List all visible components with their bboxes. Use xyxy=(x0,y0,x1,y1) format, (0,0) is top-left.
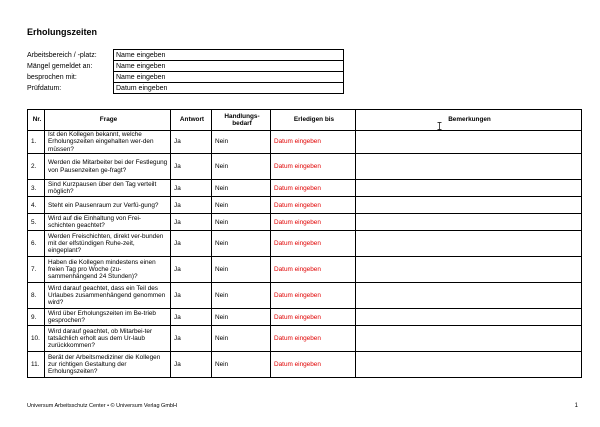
meta-label: Arbeitsbereich / -platz: xyxy=(27,51,97,59)
row-handlungsbedarf[interactable]: Nein xyxy=(212,197,271,214)
table-row xyxy=(28,131,582,154)
row-nr: 1. xyxy=(28,131,45,154)
row-frage: Haben die Kollegen mindestens einen freien Tag pro Woche (zu-sammenhängend 24 Stunden)? xyxy=(45,257,171,283)
row-erledigen[interactable]: Datum eingeben xyxy=(271,180,356,197)
table-row xyxy=(28,231,582,257)
header-erledigen: Erledigen bis xyxy=(271,110,356,131)
row-nr: 9. xyxy=(28,309,45,326)
row-antwort[interactable]: Ja xyxy=(171,326,212,352)
header-antwort: Antwort xyxy=(171,110,212,131)
table-row xyxy=(28,283,582,309)
row-bemerkungen[interactable] xyxy=(356,154,582,180)
row-erledigen[interactable]: Datum eingeben xyxy=(271,154,356,180)
row-antwort[interactable]: Ja xyxy=(171,197,212,214)
row-handlungsbedarf[interactable]: Nein xyxy=(212,231,271,257)
table-row xyxy=(28,309,582,326)
page-number: 1 xyxy=(574,403,578,409)
header-nr: Nr. xyxy=(28,110,45,131)
table-row xyxy=(28,257,582,283)
row-erledigen[interactable]: Datum eingeben xyxy=(271,257,356,283)
row-frage: Werden Freischichten, direkt ver-bunden mit der elfstündigen Ruhe-zeit, eingeplant? xyxy=(45,231,171,257)
row-antwort[interactable]: Ja xyxy=(171,131,212,154)
row-frage: Wird über Erholungszeiten im Be-trieb gesprochen? xyxy=(45,309,171,326)
table-row xyxy=(28,180,582,197)
row-nr: 7. xyxy=(28,257,45,283)
row-handlungsbedarf[interactable]: Nein xyxy=(212,131,271,154)
row-nr: 10. xyxy=(28,326,45,352)
row-handlungsbedarf[interactable]: Nein xyxy=(212,180,271,197)
row-handlungsbedarf[interactable]: Nein xyxy=(212,257,271,283)
row-erledigen[interactable]: Datum eingeben xyxy=(271,131,356,154)
row-frage: Werden die Mitarbeiter bei der Festlegung von Pausenzeiten ge-fragt? xyxy=(45,154,171,180)
row-bemerkungen[interactable] xyxy=(356,197,582,214)
row-antwort[interactable]: Ja xyxy=(171,283,212,309)
row-bemerkungen[interactable] xyxy=(356,214,582,231)
row-erledigen[interactable]: Datum eingeben xyxy=(271,197,356,214)
table-row xyxy=(28,197,582,214)
page-title: Erholungszeiten xyxy=(27,27,98,37)
row-bemerkungen[interactable] xyxy=(356,180,582,197)
table-header-row xyxy=(28,110,582,131)
row-nr: 5. xyxy=(28,214,45,231)
table-row xyxy=(28,352,582,378)
row-nr: 11. xyxy=(28,352,45,378)
inspection-date-field[interactable]: Datum eingeben xyxy=(114,83,344,94)
meta-row xyxy=(27,50,344,61)
row-handlungsbedarf[interactable]: Nein xyxy=(212,214,271,231)
row-frage: Berät der Arbeitsmediziner die Kollegen zur richtigen Gestaltung der Erholungszeiten? xyxy=(45,352,171,378)
row-bemerkungen[interactable] xyxy=(356,326,582,352)
table-row xyxy=(28,326,582,352)
discussed-with-field[interactable]: Name eingeben xyxy=(114,72,344,83)
row-frage: Wird darauf geachtet, dass ein Teil des Urlaubes zusammenhängend genommen wird? xyxy=(45,283,171,309)
row-frage: Ist den Kollegen bekannt, welche Erholungszeiten eingehalten wer-den müssen? xyxy=(45,131,171,154)
row-handlungsbedarf[interactable]: Nein xyxy=(212,154,271,180)
header-handlungsbedarf-line2: bedarf xyxy=(232,120,252,127)
row-frage: Steht ein Pausenraum zur Verfü-gung? xyxy=(45,197,171,214)
row-erledigen[interactable]: Datum eingeben xyxy=(271,352,356,378)
row-antwort[interactable]: Ja xyxy=(171,154,212,180)
row-frage: Wird darauf geachtet, ob Mitarbei-ter tatsächlich erholt aus dem Ur-laub zurückkommen? xyxy=(45,326,171,352)
row-antwort[interactable]: Ja xyxy=(171,352,212,378)
row-erledigen[interactable]: Datum eingeben xyxy=(271,231,356,257)
row-handlungsbedarf[interactable]: Nein xyxy=(212,309,271,326)
meta-fields xyxy=(27,49,344,94)
row-handlungsbedarf[interactable]: Nein xyxy=(212,352,271,378)
table-row xyxy=(28,154,582,180)
row-bemerkungen[interactable] xyxy=(356,283,582,309)
row-bemerkungen[interactable] xyxy=(356,257,582,283)
row-bemerkungen[interactable] xyxy=(356,309,582,326)
workplace-field[interactable]: Name eingeben xyxy=(114,50,344,61)
meta-row xyxy=(27,61,344,72)
header-handlungsbedarf xyxy=(212,110,271,131)
row-nr: 8. xyxy=(28,283,45,309)
row-erledigen[interactable]: Datum eingeben xyxy=(271,214,356,231)
row-antwort[interactable]: Ja xyxy=(171,180,212,197)
meta-label: besprochen mit: xyxy=(27,73,77,81)
row-antwort[interactable]: Ja xyxy=(171,257,212,283)
meta-row xyxy=(27,72,344,83)
row-bemerkungen[interactable] xyxy=(356,131,582,154)
meta-row xyxy=(27,83,344,94)
text-cursor-icon xyxy=(437,122,442,130)
header-frage: Frage xyxy=(45,110,171,131)
row-frage: Sind Kurzpausen über den Tag verteilt möglich? xyxy=(45,180,171,197)
row-handlungsbedarf[interactable]: Nein xyxy=(212,283,271,309)
header-bemerkungen: Bemerkungen xyxy=(356,110,582,131)
checklist-table xyxy=(27,109,582,378)
row-nr: 6. xyxy=(28,231,45,257)
table-row xyxy=(28,214,582,231)
row-antwort[interactable]: Ja xyxy=(171,231,212,257)
reported-to-field[interactable]: Name eingeben xyxy=(114,61,344,72)
meta-label: Prüfdatum: xyxy=(27,84,62,92)
row-antwort[interactable]: Ja xyxy=(171,214,212,231)
row-bemerkungen[interactable] xyxy=(356,352,582,378)
row-nr: 4. xyxy=(28,197,45,214)
row-antwort[interactable]: Ja xyxy=(171,309,212,326)
row-erledigen[interactable]: Datum eingeben xyxy=(271,326,356,352)
row-bemerkungen[interactable] xyxy=(356,231,582,257)
row-erledigen[interactable]: Datum eingeben xyxy=(271,309,356,326)
row-erledigen[interactable]: Datum eingeben xyxy=(271,283,356,309)
row-frage: Wird auf die Einhaltung von Frei-schichten geachtet? xyxy=(45,214,171,231)
header-handlungsbedarf-line1: Handlungs- xyxy=(224,112,260,120)
meta-label: Mängel gemeldet an: xyxy=(27,62,93,70)
footer-text: Universum Arbeitsschutz Center • © Universum Verlag GmbH xyxy=(27,403,177,409)
row-nr: 2. xyxy=(28,154,45,180)
row-handlungsbedarf[interactable]: Nein xyxy=(212,326,271,352)
row-nr: 3. xyxy=(28,180,45,197)
